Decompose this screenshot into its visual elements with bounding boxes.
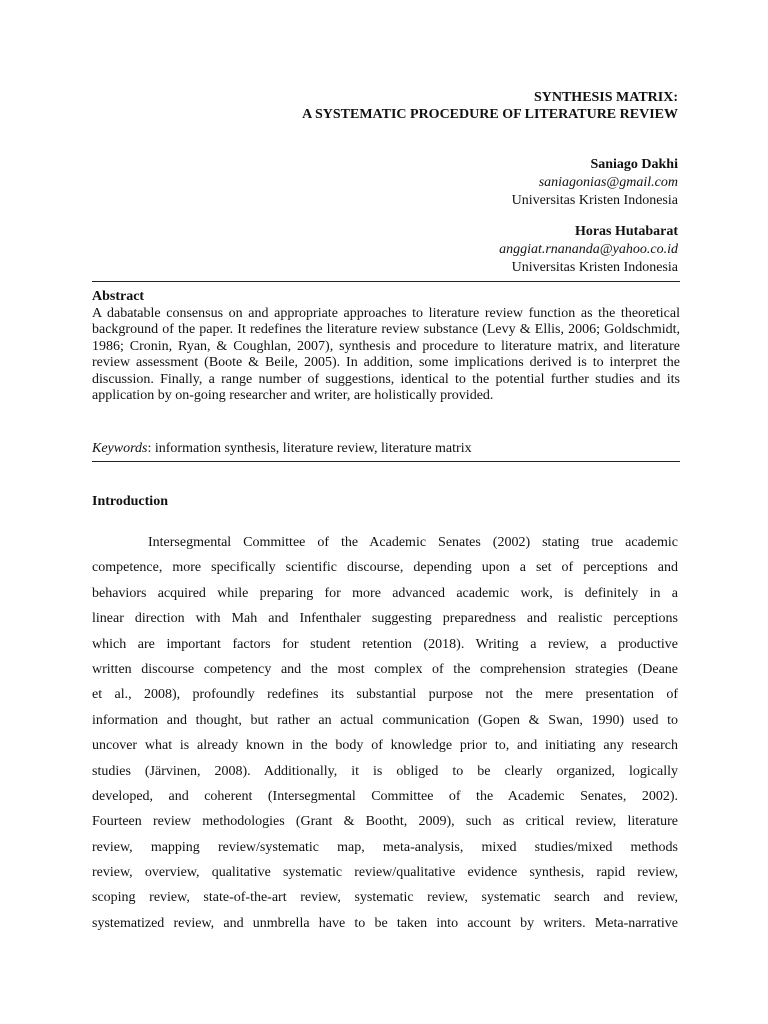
introduction-heading: Introduction (92, 494, 168, 509)
paragraph-line: et al., 2008), profoundly redefines its substantial purpose not the mere presentation of (92, 687, 678, 703)
paragraph-line: information and thought, but rather an actual communication (Gopen & Swan, 1990) used to (92, 712, 678, 728)
author-block-2 (499, 223, 678, 277)
author-name: Horas Hutabarat (574, 224, 678, 239)
paragraph-line: competence, more specifically scientific discourse, depending upon a set of perceptions and (92, 560, 678, 576)
author-name: Saniago Dakhi (590, 157, 678, 172)
paragraph-line: Intersegmental Committee of the Academic Senates (2002) stating true academic (148, 535, 678, 550)
abstract-section (92, 289, 680, 405)
abstract-bottom-divider (92, 461, 680, 462)
author-block-1 (512, 156, 678, 210)
author-email: anggiat.rnananda@yahoo.co.id (499, 242, 678, 257)
introduction-paragraph (92, 530, 678, 936)
paragraph-line: uncover what is already known in the body of knowledge prior to, and initiating any research (92, 738, 678, 754)
paragraph-line: review, mapping review/systematic map, meta-analysis, mixed studies/mixed methods (92, 839, 678, 855)
title-line-2: A SYSTEMATIC PROCEDURE OF LITERATURE REVIEW (302, 107, 678, 122)
keywords-text: : information synthesis, literature review, literature matrix (147, 441, 472, 456)
paragraph-line: studies (Järvinen, 2008). Additionally, it is obliged to be clearly organized, logically (92, 763, 678, 779)
paragraph-line: written discourse competency and the most complex of the comprehension strategies (Deane (92, 661, 678, 677)
paragraph-line: behaviors acquired while preparing for more advanced academic work, is definitely in a (92, 585, 678, 601)
abstract-top-divider (92, 281, 680, 282)
keywords-line (92, 441, 680, 457)
abstract-text: A dabatable consensus on and appropriate approaches to literature review function as the theoretical background of the paper. It redefines the literature review substance (Levy & Ellis, 2006; Goldschmidt, 1986; Cronin, Ryan, & Coughlan, 2007), synthesis and procedure to literature matrix, and literature review assessment (Boote & Beile, 2005). In addition, some implications derived is to interpret the discussion. Finally, a range number of suggestions, identical to the potential further studies and its application by on-going researcher and writer, are holistically provided. (92, 305, 680, 403)
paragraph-line: scoping review, state-of-the-art review, systematic review, systematic search and review, (92, 890, 678, 906)
paragraph-line: developed, and coherent (Intersegmental Committee of the Academic Senates, 2002). (92, 788, 678, 804)
paragraph-line: review, overview, qualitative systematic review/qualitative evidence synthesis, rapid review, (92, 865, 678, 881)
abstract-heading: Abstract (92, 289, 145, 304)
author-email: saniagonias@gmail.com (538, 175, 678, 190)
paragraph-line: which are important factors for student retention (2018). Writing a review, a productive (92, 636, 678, 652)
keywords-label: Keywords (92, 441, 148, 456)
paragraph-line: linear direction with Mah and Infenthaler suggesting preparedness and realistic perceptions (92, 611, 678, 627)
paper-title (302, 89, 678, 123)
author-affiliation: Universitas Kristen Indonesia (511, 193, 678, 208)
author-affiliation: Universitas Kristen Indonesia (511, 260, 678, 275)
title-line-1: SYNTHESIS MATRIX: (533, 90, 678, 105)
paragraph-line: Fourteen review methodologies (Grant & Bootht, 2009), such as critical review, literature (92, 814, 678, 830)
paragraph-line: systematized review, and unmbrella have to be taken into account by writers. Meta-narrative (92, 915, 678, 931)
